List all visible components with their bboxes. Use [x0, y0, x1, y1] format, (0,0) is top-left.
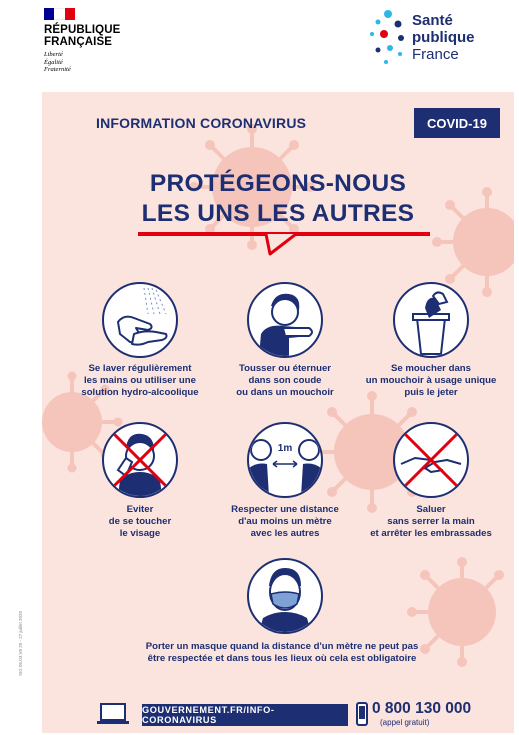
info-website-link[interactable]: GOUVERNEMENT.FR/INFO-CORONAVIRUS [142, 704, 348, 726]
speech-bubble-tail-icon [264, 232, 304, 256]
page-header [0, 0, 519, 90]
contact-bar [42, 698, 514, 733]
tissue-bin-icon [393, 282, 469, 358]
phone-number[interactable]: 0 800 130 000 [372, 700, 472, 717]
no-handshake-icon [393, 422, 469, 498]
laptop-icon [96, 703, 130, 725]
gesture-label: Saluer sans serrer la main et arrêter les embrassades [370, 504, 492, 539]
headline-line-1: PROTÉGEONS-NOUS [149, 170, 407, 197]
french-flag-icon [44, 8, 75, 20]
covid-badge: COVID-19 [414, 108, 500, 138]
gesture-label: Porter un masque quand la distance d'un mètre ne peut pas être respectée et dans tous les lieux où cela est obligatoire [145, 641, 419, 664]
mask-icon [247, 558, 323, 634]
spf-dots-icon [368, 8, 412, 70]
spf-name: Santé publique France [412, 12, 475, 63]
gesture-label: Se laver régulièrement les mains ou utiliser une solution hydro-alcoolique [81, 363, 199, 398]
phone-note: (appel gratuit) [380, 718, 430, 727]
no-face-touch-icon [102, 422, 178, 498]
gesture-label: Respecter une distance d'au moins un mètre avec les autres [231, 504, 339, 539]
gesture-label: Tousser ou éternuer dans son coude ou dans un mouchoir [236, 363, 334, 398]
gesture-label: Eviter de se toucher le visage [108, 504, 172, 539]
republique-francaise-logo [44, 8, 120, 74]
document-reference-code: SIG 05.03.V8 20 - 27 juillet 2020 [18, 610, 23, 676]
information-title: INFORMATION CORONAVIRUS [96, 115, 307, 131]
sante-publique-france-logo [368, 8, 498, 78]
distance-icon [247, 422, 323, 498]
poster-panel [42, 92, 514, 733]
headline-line-2: LES UNS LES AUTRES [141, 200, 415, 227]
distance-value: 1m [277, 443, 293, 454]
phone-icon [356, 702, 368, 726]
republique-motto: Liberté Égalité Fraternité [44, 51, 71, 73]
gesture-label: Se moucher dans un mouchoir à usage unique puis le jeter [365, 363, 497, 398]
wash-hands-icon [102, 282, 178, 358]
republique-name: RÉPUBLIQUE FRANÇAISE [44, 24, 121, 48]
cough-elbow-icon [247, 282, 323, 358]
